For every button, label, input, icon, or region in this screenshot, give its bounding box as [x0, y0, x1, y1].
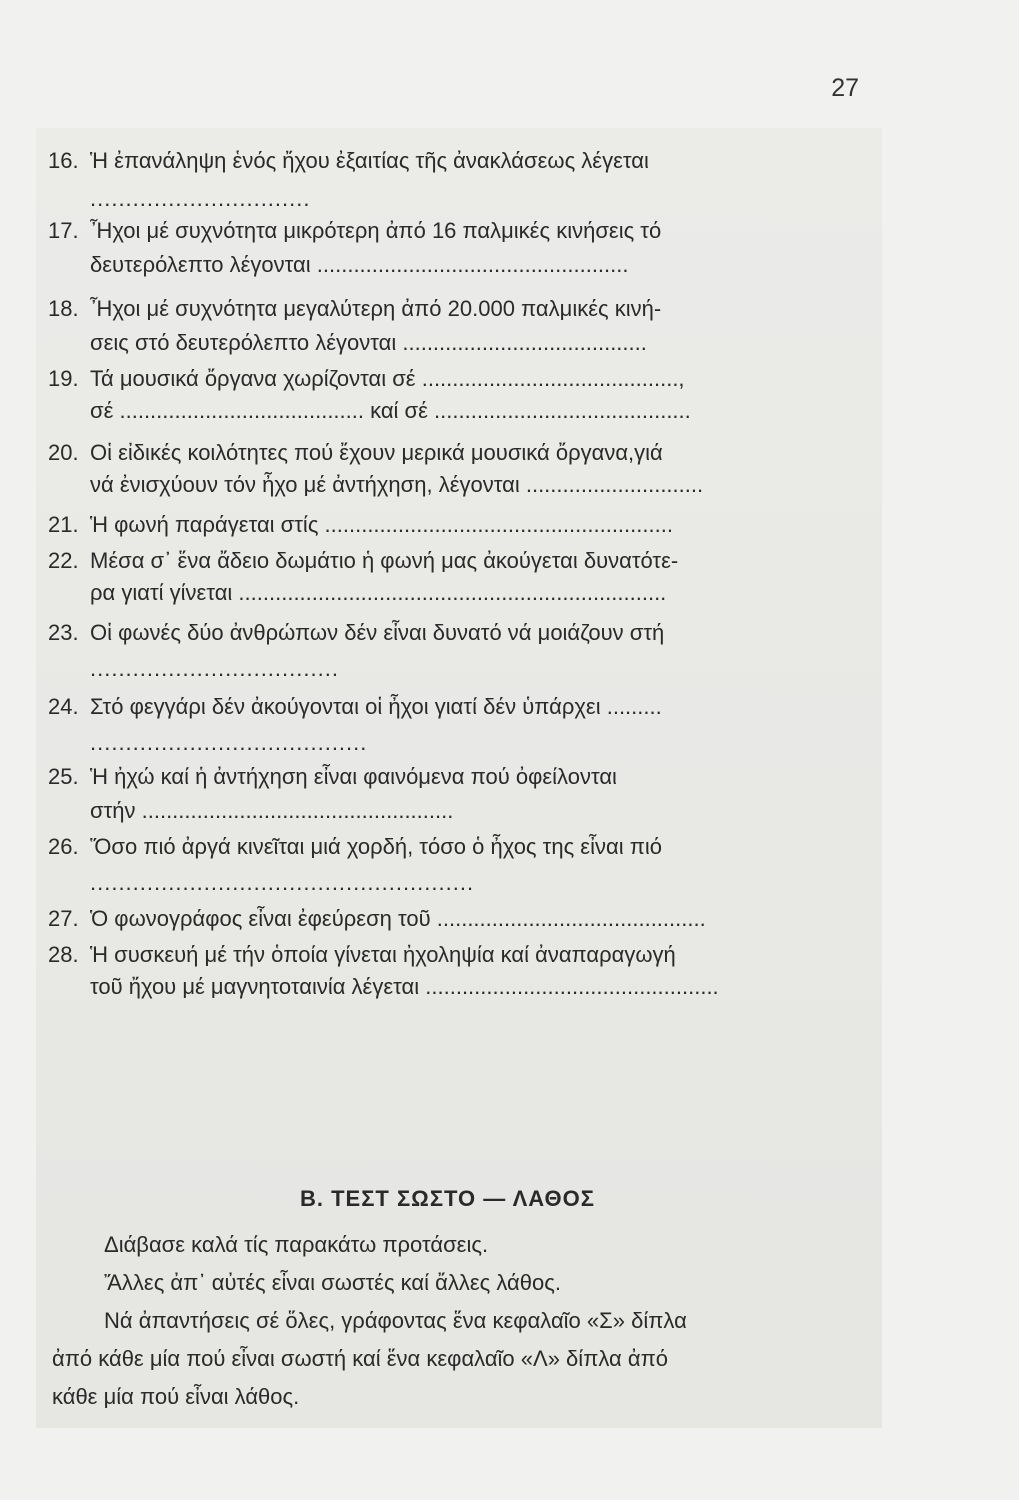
instruction-line-3: Νά ἀπαντήσεις σέ ὅλες, γράφοντας ἕνα κεφαλαῖο «Σ» δίπλα [104, 1308, 687, 1333]
question-text: Τά μουσικά ὄργανα χωρίζονται σέ .........................................., [90, 366, 685, 391]
question-21 [48, 512, 878, 538]
question-number: 19. [48, 366, 79, 391]
question-28 [48, 942, 878, 1000]
section-heading: Β. ΤΕΣΤ ΣΩΣΤΟ — ΛΑΘΟΣ [300, 1186, 595, 1211]
question-27 [48, 906, 878, 932]
instruction-line-5: κάθε μία πού εἶναι λάθος. [52, 1384, 300, 1409]
answer-blank: ...................................................... [90, 870, 475, 895]
question-text: Ἦχοι μέ συχνότητα μεγαλύτερη ἀπό 20.000 παλμικές κινή- [90, 296, 662, 321]
question-number: 21. [48, 512, 79, 537]
question-number: 17. [48, 218, 79, 243]
question-text-continued: ρα γιατί γίνεται ...................................................................... [90, 580, 667, 605]
question-text: Ἡ ἠχώ καί ἡ ἀντήχηση εἶναι φαινόμενα πού ὀφείλονται [90, 764, 617, 789]
question-text: Ἦχοι μέ συχνότητα μικρότερη ἀπό 16 παλμικές κινήσεις τό [90, 218, 662, 243]
question-text: Ἡ φωνή παράγεται στίς ......................................................... [90, 512, 673, 537]
question-24 [48, 694, 878, 756]
question-number: 23. [48, 620, 79, 645]
question-text: Ὁ φωνογράφος εἶναι ἐφεύρεση τοῦ ............................................ [90, 906, 706, 931]
question-number: 28. [48, 942, 79, 967]
question-text-continued: σεις στό δευτερόλεπτο λέγονται ........................................ [90, 330, 647, 355]
question-text-continued: σέ ........................................ καί σέ .......................................... [90, 398, 691, 423]
question-text: Στό φεγγάρι δέν ἀκούγονται οἱ ἦχοι γιατί δέν ὑπάρχει ......... [90, 694, 662, 719]
question-text-continued: δευτερόλεπτο λέγονται ................................................... [90, 252, 629, 277]
answer-blank: ....................................... [90, 730, 368, 755]
question-text: Ἡ ἐπανάληψη ἑνός ἤχου ἐξαιτίας τῆς ἀνακλάσεως λέγεται [90, 148, 649, 173]
question-25 [48, 764, 878, 824]
page-number: 27 [831, 74, 859, 102]
answer-blank: ............................... [90, 186, 311, 211]
instruction-line-1: Διάβασε καλά τίς παρακάτω προτάσεις. [104, 1232, 489, 1257]
question-20 [48, 440, 878, 498]
question-16 [48, 148, 878, 212]
question-26 [48, 834, 878, 896]
question-text: Οἱ φωνές δύο ἀνθρώπων δέν εἶναι δυνατό νά μοιάζουν στή [90, 620, 665, 645]
question-22 [48, 548, 878, 606]
question-19 [48, 366, 878, 424]
instruction-line-4: ἀπό κάθε μία πού εἶναι σωστή καί ἕνα κεφαλαῖο «Λ» δίπλα ἀπό [52, 1346, 668, 1371]
question-number: 22. [48, 548, 79, 573]
question-text: Οἱ εἰδικές κοιλότητες πού ἔχουν μερικά μουσικά ὄργανα,γιά [90, 440, 663, 465]
question-text: Ὅσο πιό ἀργά κινεῖται μιά χορδή, τόσο ὁ ἦχος της εἶναι πιό [90, 834, 662, 859]
question-text: Ἡ συσκευή μέ τήν ὁποία γίνεται ἠχοληψία καί ἀναπαραγωγή [90, 942, 676, 967]
question-number: 26. [48, 834, 79, 859]
question-23 [48, 620, 878, 682]
question-text-continued: νά ἐνισχύουν τόν ἦχο μέ ἀντήχηση, λέγονται ............................. [90, 472, 704, 497]
question-number: 18. [48, 296, 79, 321]
instruction-line-2: Ἄλλες ἀπ᾿ αὐτές εἶναι σωστές καί ἄλλες λάθος. [104, 1270, 561, 1295]
question-number: 25. [48, 764, 79, 789]
question-text: Μέσα σ᾿ ἕνα ἄδειο δωμάτιο ἡ φωνή μας ἀκούγεται δυνατότε- [90, 548, 679, 573]
question-17 [48, 218, 878, 278]
answer-blank: ................................... [90, 656, 339, 681]
question-number: 27. [48, 906, 79, 931]
question-18 [48, 296, 878, 356]
question-number: 20. [48, 440, 79, 465]
question-text-continued: στήν ................................................... [90, 798, 454, 823]
question-text-continued: τοῦ ἤχου μέ μαγνητοταινία λέγεται ................................................ [90, 974, 719, 999]
question-number: 16. [48, 148, 79, 173]
question-number: 24. [48, 694, 79, 719]
